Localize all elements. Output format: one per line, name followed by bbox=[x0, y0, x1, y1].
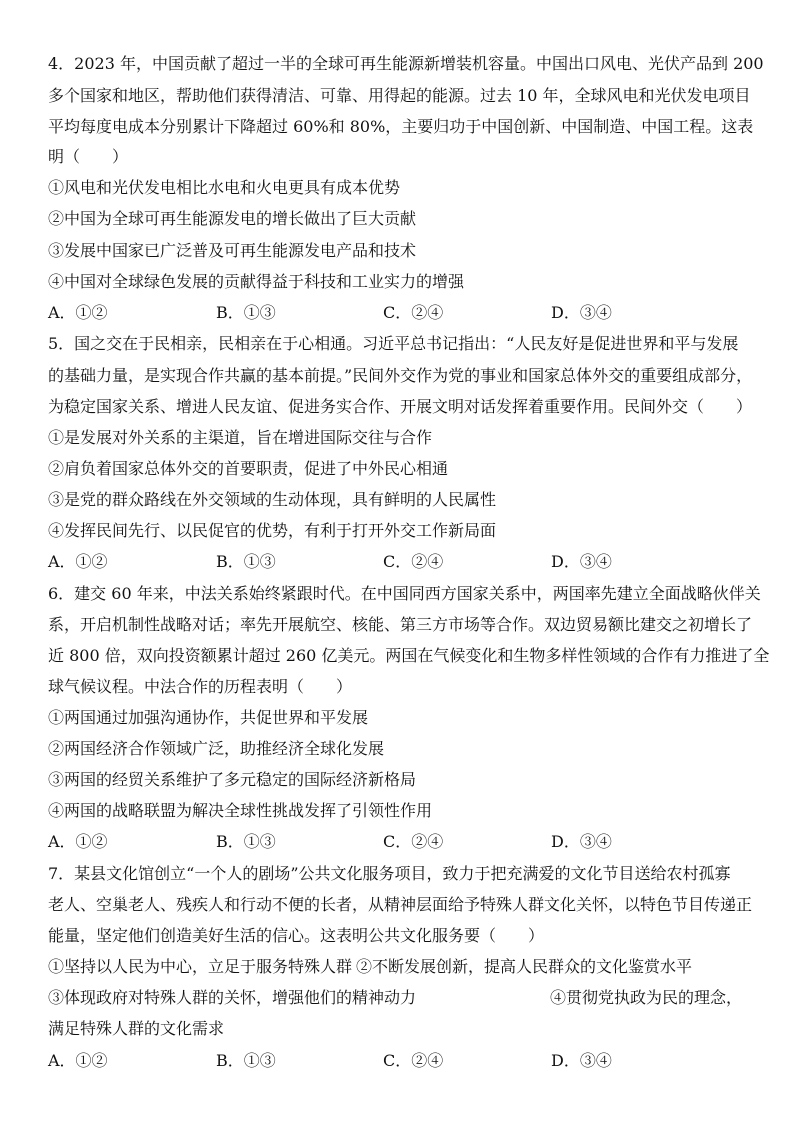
q4-statement: ③发展中国家已广泛普及可再生能源发电产品和技术 bbox=[48, 241, 417, 260]
q6-option-d[interactable]: D．③④ bbox=[551, 832, 612, 851]
q4-statement: ④中国对全球绿色发展的贡献得益于科技和工业实力的增强 bbox=[48, 272, 465, 291]
q7-statement-row bbox=[48, 957, 748, 977]
q4-stem-line: 明（ ） bbox=[48, 147, 129, 166]
q6-option-a[interactable]: A．①② bbox=[48, 832, 108, 851]
q5-option-a[interactable]: A．①② bbox=[48, 552, 108, 571]
q6-statement: ③两国的经贸关系维护了多元稳定的国际经济新格局 bbox=[48, 770, 417, 789]
q6-stem-line: 6．建交 60 年来，中法关系始终紧跟时代。在中国同西方国家关系中，两国率先建立全面战略伙伴关 bbox=[48, 584, 761, 603]
q4-stem-line: 4．2023 年，中国贡献了超过一半的全球可再生能源新增装机容量。中国出口风电、光伏产品到 200 bbox=[48, 54, 764, 73]
q7-option-c[interactable]: C．②④ bbox=[383, 1051, 444, 1070]
q7-stem-line: 7．某县文化馆创立“一个人的剧场”公共文化服务项目，致力于把充满爱的文化节目送给农村孤寡 bbox=[48, 864, 731, 883]
q4-option-c[interactable]: C．②④ bbox=[383, 303, 444, 322]
q4-option-a[interactable]: A．①② bbox=[48, 303, 108, 322]
q5-statement: ②肩负着国家总体外交的首要职责，促进了中外民心相通 bbox=[48, 459, 449, 478]
q6-statement: ④两国的战略联盟为解决全球性挑战发挥了引领性作用 bbox=[48, 801, 433, 820]
q4-stem-line: 多个国家和地区，帮助他们获得清洁、可靠、用得起的能源。过去 10 年，全球风电和光伏发电项目 bbox=[48, 86, 751, 105]
q7-option-b[interactable]: B．①③ bbox=[216, 1051, 276, 1070]
q6-option-c[interactable]: C．②④ bbox=[383, 832, 444, 851]
q4-stem-line: 平均每度电成本分别累计下降超过 60%和 80%，主要归功于中国创新、中国制造、中国工程。这表 bbox=[48, 117, 754, 136]
q6-options bbox=[48, 832, 748, 852]
q5-stem-line: 5．国之交在于民相亲，民相亲在于心相通。习近平总书记指出：“人民友好是促进世界和平与发展 bbox=[48, 334, 739, 353]
q5-statement: ④发挥民间先行、以民促官的优势，有利于打开外交工作新局面 bbox=[48, 521, 497, 540]
q5-statement: ③是党的群众路线在外交领域的生动体现，具有鲜明的人民属性 bbox=[48, 490, 497, 509]
q7-option-a[interactable]: A．①② bbox=[48, 1051, 108, 1070]
q6-statement: ②两国经济合作领域广泛，助推经济全球化发展 bbox=[48, 739, 385, 758]
q4-option-d[interactable]: D．③④ bbox=[551, 303, 612, 322]
q6-statement: ①两国通过加强沟通协作，共促世界和平发展 bbox=[48, 708, 369, 727]
q7-stem-line: 老人、空巢老人、残疾人和行动不便的长者，从精神层面给予特殊人群文化关怀，以特色节目传递正 bbox=[48, 895, 753, 914]
q6-stem-line: 系，开启机制性战略对话；率先开展航空、核能、第三方市场等合作。双边贸易额比建交之初增长了 bbox=[48, 615, 753, 634]
q5-statement: ①是发展对外关系的主渠道，旨在增进国际交往与合作 bbox=[48, 428, 433, 447]
q6-stem-line: 近 800 倍，双向投资额累计超过 260 亿美元。两国在气候变化和生物多样性领域的合作有力推进了全 bbox=[48, 646, 770, 665]
q7-statement: ④贯彻党执政为民的理念， bbox=[550, 988, 743, 1007]
q5-option-d[interactable]: D．③④ bbox=[551, 552, 612, 571]
q5-option-b[interactable]: B．①③ bbox=[216, 552, 276, 571]
q4-statement: ②中国为全球可再生能源发电的增长做出了巨大贡献 bbox=[48, 209, 417, 228]
q5-stem-line: 为稳定国家关系、增进人民友谊、促进务实合作、开展文明对话发挥着重要作用。民间外交（ ） bbox=[48, 397, 753, 416]
q6-option-b[interactable]: B．①③ bbox=[216, 832, 276, 851]
q5-option-c[interactable]: C．②④ bbox=[383, 552, 444, 571]
q7-statement: ①坚持以人民为中心，立足于服务特殊人群 bbox=[48, 957, 353, 976]
q4-statement: ①风电和光伏发电相比水电和火电更具有成本优势 bbox=[48, 178, 401, 197]
q7-statement-row bbox=[48, 988, 748, 1008]
q7-option-d[interactable]: D．③④ bbox=[551, 1051, 612, 1070]
q5-options bbox=[48, 552, 748, 572]
q7-stem-line: 能量，坚定他们创造美好生活的信心。这表明公共文化服务要（ ） bbox=[48, 926, 545, 945]
q7-statement: ③体现政府对特殊人群的关怀，增强他们的精神动力 bbox=[48, 988, 417, 1007]
q7-statement: 满足特殊人群的文化需求 bbox=[48, 1019, 225, 1038]
q7-options bbox=[48, 1051, 748, 1071]
q7-statement: ②不断发展创新，提高人民群众的文化鉴赏水平 bbox=[356, 957, 693, 976]
q6-stem-line: 球气候议程。中法合作的历程表明（ ） bbox=[48, 677, 353, 696]
q4-option-b[interactable]: B．①③ bbox=[216, 303, 276, 322]
q4-options bbox=[48, 303, 748, 323]
q5-stem-line: 的基础力量，是实现合作共赢的基本前提。”民间外交作为党的事业和国家总体外交的重要组成部分， bbox=[48, 366, 753, 385]
